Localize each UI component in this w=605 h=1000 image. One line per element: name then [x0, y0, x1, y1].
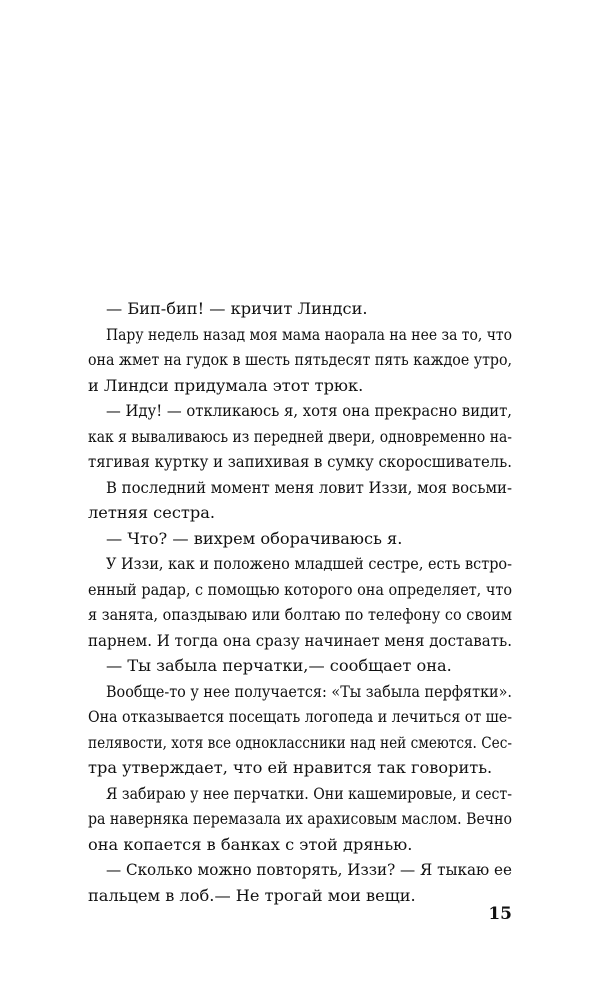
text-line: — Что? — вихрем оборачиваюсь я.: [106, 528, 403, 548]
body-text: [88, 296, 512, 908]
text-line: тра утверждает, что ей нравится так говорить.: [88, 758, 493, 777]
text-line: Она отказывается посещать логопеда и лечиться от ше-: [88, 707, 513, 726]
text-line: как я вываливаюсь из передней двери, одновременно на-: [88, 426, 512, 446]
text-line: Вообще-то у нее получается: «Ты забыла перфятки».: [106, 681, 512, 701]
text-line: летняя сестра.: [88, 503, 216, 522]
text-line: — Бип-бип! — кричит Линдси.: [106, 299, 368, 318]
text-line: и Линдси придумала этот трюк.: [88, 375, 364, 395]
text-line: пелявости, хотя все одноклассники над ней смеются. Сес-: [88, 732, 512, 752]
text-line: она жмет на гудок в шесть пятьдесят пять каждое утро,: [88, 350, 513, 369]
text-line: парнем. И тогда она сразу начинает меня доставать.: [88, 630, 513, 650]
page-number: 15: [488, 904, 512, 924]
text-line: она копается в банках с этой дрянью.: [88, 834, 413, 854]
text-line: ра наверняка перемазала их арахисовым маслом. Вечно: [88, 809, 513, 828]
text-line: У Иззи, как и положено младшей сестре, есть встро-: [106, 554, 512, 573]
text-line: я занята, опаздываю или болтаю по телефону со своим: [88, 605, 513, 624]
text-line: — Сколько можно повторять, Иззи? — Я тыкаю ее: [106, 860, 513, 879]
text-line: Я забираю у нее перчатки. Они кашемировые, и сест-: [106, 783, 512, 803]
text-line: — Иду! — откликаюсь я, хотя она прекрасно видит,: [106, 401, 512, 420]
text-line: В последний момент меня ловит Иззи, моя восьми-: [106, 477, 512, 497]
text-line: пальцем в лоб.— Не трогай мои вещи.: [88, 885, 416, 905]
text-line: тягивая куртку и запихивая в сумку скоросшиватель.: [88, 452, 512, 471]
text-line: енный радар, с помощью которого она определяет, что: [88, 579, 513, 599]
text-line: Пару недель назад моя мама наорала на нее за то, что: [106, 324, 512, 344]
text-line: — Ты забыла перчатки,— сообщает она.: [106, 656, 452, 675]
